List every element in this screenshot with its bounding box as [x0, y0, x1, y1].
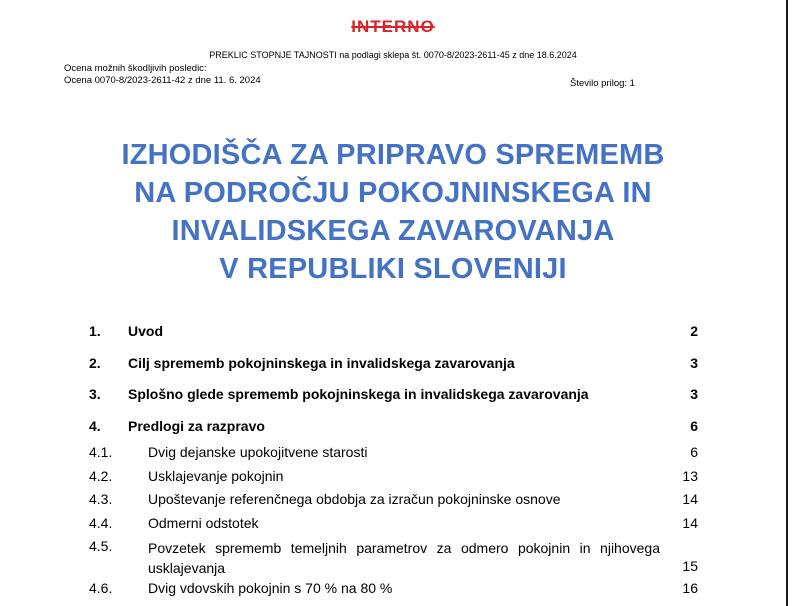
- toc-number: 1.: [89, 323, 101, 339]
- toc-title: Cilj sprememb pokojninskega in invalidskega zavarovanja: [128, 355, 515, 371]
- toc-title: Usklajevanje pokojnin: [148, 468, 284, 484]
- classification-stamp: [0, 17, 786, 37]
- title-line: IZHODIŠČA ZA PRIPRAVO SPREMEMB: [121, 139, 665, 171]
- toc-page: 6: [690, 418, 698, 434]
- toc-title: Upoštevanje referenčnega obdobja za izračun pokojninske osnove: [148, 491, 561, 507]
- toc-number: 4.1.: [89, 444, 113, 460]
- toc-entry-2[interactable]: [0, 355, 786, 375]
- toc-title: Predlogi za razpravo: [128, 418, 265, 434]
- viewer-margin: [788, 0, 800, 606]
- toc-entry-4[interactable]: [0, 418, 786, 438]
- declassification-note: PREKLIC STOPNJE TAJNOSTI na podlagi sklepa št. 0070-8/2023-2611-45 z dne 18.6.2024: [209, 50, 577, 60]
- toc-title: Dvig vdovskih pokojnin s 70 % na 80 %: [148, 580, 393, 596]
- toc-number: 4.5.: [89, 538, 113, 554]
- toc-number: 4.3.: [89, 491, 113, 507]
- toc-title: Uvod: [128, 323, 163, 339]
- toc-number: 2.: [89, 355, 101, 371]
- stamp-text: INTERNO: [351, 17, 435, 36]
- toc-entry-1[interactable]: [0, 323, 786, 343]
- toc-number: 4.: [89, 418, 101, 434]
- toc-number: 4.4.: [89, 515, 113, 531]
- toc-page: 3: [690, 355, 698, 371]
- toc-title: Dvig dejanske upokojitvene starosti: [148, 444, 368, 460]
- toc-number: 3.: [89, 386, 101, 402]
- toc-number: 4.6.: [89, 580, 113, 596]
- toc-entry-4-5[interactable]: [0, 538, 786, 578]
- toc-entry-4-4[interactable]: [0, 515, 786, 535]
- toc-page: 3: [690, 386, 698, 402]
- toc-page: 2: [690, 323, 698, 339]
- toc-entry-4-2[interactable]: [0, 468, 786, 488]
- title-line: NA PODROČJU POKOJNINSKEGA IN: [134, 177, 652, 209]
- title-line: V REPUBLIKI SLOVENIJI: [219, 253, 567, 285]
- document-title: [0, 136, 786, 288]
- assessment-reference: Ocena 0070-8/2023-2611-42 z dne 11. 6. 2024: [64, 75, 261, 86]
- toc-title: Odmerni odstotek: [148, 515, 259, 531]
- toc-page: 16: [682, 580, 698, 596]
- assessment-label: Ocena možnih škodljivih posledic:: [64, 63, 207, 74]
- toc-page: 14: [682, 491, 698, 507]
- toc-entry-3[interactable]: [0, 386, 786, 406]
- toc-page: 13: [682, 468, 698, 484]
- toc-number: 4.2.: [89, 468, 113, 484]
- toc-page: 6: [690, 444, 698, 460]
- toc-page: 14: [682, 515, 698, 531]
- title-line: INVALIDSKEGA ZAVAROVANJA: [171, 215, 615, 247]
- toc-entry-4-3[interactable]: [0, 491, 786, 511]
- toc-entry-4-6[interactable]: [0, 580, 786, 600]
- toc-title: Povzetek sprememb temeljnih parametrov za odmero pokojnin in njihovega usklajevanja: [148, 540, 660, 576]
- toc-page: 15: [682, 558, 698, 574]
- attachment-count: Število prilog: 1: [570, 78, 635, 89]
- toc-entry-4-1[interactable]: [0, 444, 786, 464]
- toc-title: Splošno glede sprememb pokojninskega in invalidskega zavarovanja: [128, 386, 589, 402]
